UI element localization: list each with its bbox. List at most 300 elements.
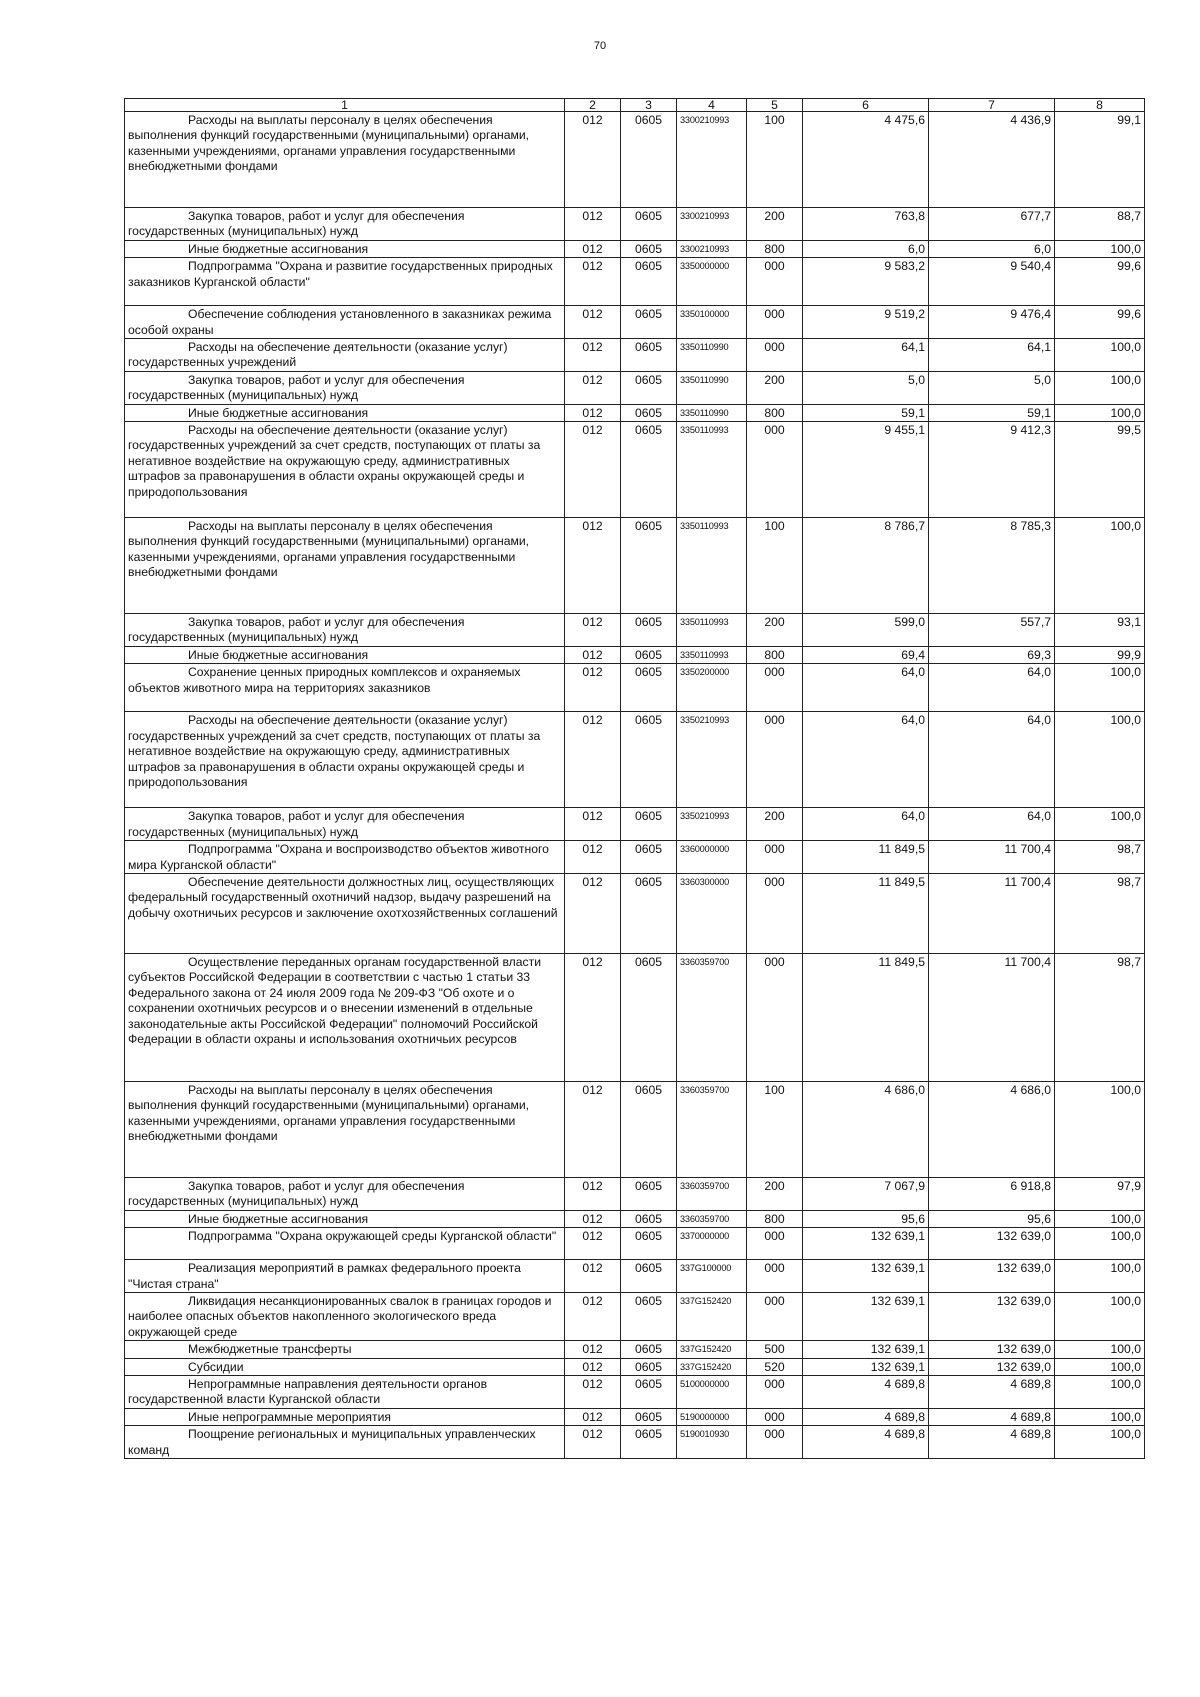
table-row bbox=[125, 1375, 1145, 1408]
planned-amount-cell: 6,0 bbox=[803, 240, 929, 257]
planned-amount-cell: 9 583,2 bbox=[803, 258, 929, 306]
execution-percent-cell: 100,0 bbox=[1055, 1408, 1145, 1425]
actual-amount-cell: 4 436,9 bbox=[929, 112, 1055, 208]
section-code-cell: 0605 bbox=[621, 1081, 677, 1177]
target-article-cell: 3350110993 bbox=[677, 646, 747, 663]
planned-amount-cell: 9 455,1 bbox=[803, 422, 929, 518]
row-name-text: Осуществление переданных органам государственной власти субъектов Российской Федерации в соответствии с частью 1 статьи 33 Федерального закона от 24 июля 2009 года № 209-ФЗ "Об охоте и о сохранении охотничьих ресурсов и о внесении изменений в отдельные законодательные акты Российской Федерации" полномочий Российской Федерации в области охраны и использования охотничьих ресурсов bbox=[128, 954, 542, 1046]
row-name-text: Подпрограмма "Охрана окружающей среды Курганской области" bbox=[188, 1229, 557, 1244]
actual-amount-cell: 132 639,0 bbox=[929, 1292, 1055, 1340]
expense-type-cell: 200 bbox=[747, 371, 803, 404]
table-row bbox=[125, 208, 1145, 241]
section-code-cell: 0605 bbox=[621, 1408, 677, 1425]
ministry-code-cell: 012 bbox=[565, 646, 621, 663]
row-name-text: Иные бюджетные ассигнования bbox=[188, 647, 369, 662]
execution-percent-cell: 99,9 bbox=[1055, 646, 1145, 663]
target-article-cell: 5100000000 bbox=[677, 1375, 747, 1408]
table-row bbox=[125, 808, 1145, 841]
execution-percent-cell: 98,7 bbox=[1055, 841, 1145, 874]
execution-percent-cell: 98,7 bbox=[1055, 873, 1145, 953]
planned-amount-cell: 64,0 bbox=[803, 712, 929, 808]
planned-amount-cell: 132 639,1 bbox=[803, 1341, 929, 1358]
table-row bbox=[125, 371, 1145, 404]
expense-type-cell: 200 bbox=[747, 808, 803, 841]
ministry-code-cell: 012 bbox=[565, 240, 621, 257]
section-code-cell: 0605 bbox=[621, 614, 677, 647]
execution-percent-cell: 100,0 bbox=[1055, 1341, 1145, 1358]
actual-amount-cell: 4 689,8 bbox=[929, 1375, 1055, 1408]
planned-amount-cell: 64,1 bbox=[803, 339, 929, 372]
ministry-code-cell: 012 bbox=[565, 404, 621, 421]
planned-amount-cell: 4 689,8 bbox=[803, 1375, 929, 1408]
target-article-cell: 3360000000 bbox=[677, 841, 747, 874]
planned-amount-cell: 132 639,1 bbox=[803, 1358, 929, 1375]
ministry-code-cell: 012 bbox=[565, 1292, 621, 1340]
target-article-cell: 3300210993 bbox=[677, 240, 747, 257]
header-row bbox=[125, 99, 1145, 112]
actual-amount-cell: 4 689,8 bbox=[929, 1408, 1055, 1425]
row-name-cell bbox=[125, 404, 565, 421]
target-article-cell: 3350110993 bbox=[677, 518, 747, 614]
section-code-cell: 0605 bbox=[621, 1260, 677, 1293]
target-article-cell: 3350110993 bbox=[677, 422, 747, 518]
table-row bbox=[125, 712, 1145, 808]
target-article-cell: 3350210993 bbox=[677, 712, 747, 808]
table-row bbox=[125, 1408, 1145, 1425]
table-row bbox=[125, 422, 1145, 518]
expense-type-cell: 000 bbox=[747, 1228, 803, 1260]
expense-type-cell: 000 bbox=[747, 841, 803, 874]
actual-amount-cell: 5,0 bbox=[929, 371, 1055, 404]
row-name-cell bbox=[125, 1358, 565, 1375]
target-article-cell: 3350110990 bbox=[677, 371, 747, 404]
ministry-code-cell: 012 bbox=[565, 112, 621, 208]
row-name-text: Непрограммные направления деятельности органов государственной власти Курганской области bbox=[128, 1376, 488, 1407]
table-row bbox=[125, 339, 1145, 372]
actual-amount-cell: 9 412,3 bbox=[929, 422, 1055, 518]
row-name-cell bbox=[125, 208, 565, 241]
execution-percent-cell: 100,0 bbox=[1055, 1358, 1145, 1375]
execution-percent-cell: 99,5 bbox=[1055, 422, 1145, 518]
expense-type-cell: 000 bbox=[747, 953, 803, 1081]
table-row bbox=[125, 1426, 1145, 1459]
table-row bbox=[125, 1210, 1145, 1227]
section-code-cell: 0605 bbox=[621, 1210, 677, 1227]
target-article-cell: 5190010930 bbox=[677, 1426, 747, 1459]
row-name-text: Поощрение региональных и муниципальных управленческих команд bbox=[128, 1427, 536, 1457]
row-name-cell bbox=[125, 306, 565, 339]
row-name-cell bbox=[125, 422, 565, 518]
actual-amount-cell: 11 700,4 bbox=[929, 953, 1055, 1081]
header-cell: 8 bbox=[1055, 99, 1145, 112]
actual-amount-cell: 557,7 bbox=[929, 614, 1055, 647]
actual-amount-cell: 64,0 bbox=[929, 808, 1055, 841]
table-row bbox=[125, 258, 1145, 306]
planned-amount-cell: 7 067,9 bbox=[803, 1177, 929, 1210]
actual-amount-cell: 11 700,4 bbox=[929, 841, 1055, 874]
target-article-cell: 3350110993 bbox=[677, 614, 747, 647]
actual-amount-cell: 69,3 bbox=[929, 646, 1055, 663]
actual-amount-cell: 64,1 bbox=[929, 339, 1055, 372]
section-code-cell: 0605 bbox=[621, 240, 677, 257]
row-name-cell bbox=[125, 1375, 565, 1408]
execution-percent-cell: 99,1 bbox=[1055, 112, 1145, 208]
ministry-code-cell: 012 bbox=[565, 873, 621, 953]
target-article-cell: 3300210993 bbox=[677, 208, 747, 241]
row-name-cell bbox=[125, 664, 565, 712]
row-name-text: Закупка товаров, работ и услуг для обеспечения государственных (муниципальных) нужд bbox=[128, 1178, 465, 1209]
row-name-cell bbox=[125, 953, 565, 1081]
target-article-cell: 3350210993 bbox=[677, 808, 747, 841]
row-name-cell bbox=[125, 1292, 565, 1340]
section-code-cell: 0605 bbox=[621, 422, 677, 518]
actual-amount-cell: 677,7 bbox=[929, 208, 1055, 241]
table-row bbox=[125, 1341, 1145, 1358]
ministry-code-cell: 012 bbox=[565, 1375, 621, 1408]
actual-amount-cell: 95,6 bbox=[929, 1210, 1055, 1227]
actual-amount-cell: 132 639,0 bbox=[929, 1260, 1055, 1293]
planned-amount-cell: 69,4 bbox=[803, 646, 929, 663]
row-name-cell bbox=[125, 1341, 565, 1358]
actual-amount-cell: 59,1 bbox=[929, 404, 1055, 421]
actual-amount-cell: 6 918,8 bbox=[929, 1177, 1055, 1210]
section-code-cell: 0605 bbox=[621, 306, 677, 339]
execution-percent-cell: 99,6 bbox=[1055, 258, 1145, 306]
target-article-cell: 3360359700 bbox=[677, 1177, 747, 1210]
section-code-cell: 0605 bbox=[621, 371, 677, 404]
row-name-text: Расходы на выплаты персоналу в целях обеспечения выполнения функций государственными (муниципальными) органами, казенными учреждениями, органами управления государственными внебюджетными фондами bbox=[128, 113, 530, 174]
header-cell: 3 bbox=[621, 99, 677, 112]
expense-type-cell: 000 bbox=[747, 306, 803, 339]
expense-type-cell: 000 bbox=[747, 1426, 803, 1459]
table-row bbox=[125, 1177, 1145, 1210]
ministry-code-cell: 012 bbox=[565, 1210, 621, 1227]
expense-type-cell: 500 bbox=[747, 1341, 803, 1358]
section-code-cell: 0605 bbox=[621, 808, 677, 841]
row-name-text: Расходы на обеспечение деятельности (оказание услуг) государственных учреждений за счет средств, поступающих от платы за негативное воздействие на окружающую среду, административных штрафов за правонарушения в области охраны окружающей среды и природопользования bbox=[128, 423, 541, 499]
target-article-cell: 3360359700 bbox=[677, 1210, 747, 1227]
actual-amount-cell: 132 639,0 bbox=[929, 1341, 1055, 1358]
section-code-cell: 0605 bbox=[621, 1228, 677, 1260]
row-name-cell bbox=[125, 240, 565, 257]
section-code-cell: 0605 bbox=[621, 953, 677, 1081]
actual-amount-cell: 8 785,3 bbox=[929, 518, 1055, 614]
section-code-cell: 0605 bbox=[621, 1375, 677, 1408]
row-name-text: Иные бюджетные ассигнования bbox=[188, 241, 369, 256]
execution-percent-cell: 100,0 bbox=[1055, 1228, 1145, 1260]
section-code-cell: 0605 bbox=[621, 258, 677, 306]
row-name-cell bbox=[125, 518, 565, 614]
planned-amount-cell: 599,0 bbox=[803, 614, 929, 647]
page-number: 70 bbox=[593, 40, 607, 52]
section-code-cell: 0605 bbox=[621, 1292, 677, 1340]
section-code-cell: 0605 bbox=[621, 712, 677, 808]
actual-amount-cell: 6,0 bbox=[929, 240, 1055, 257]
section-code-cell: 0605 bbox=[621, 208, 677, 241]
execution-percent-cell: 100,0 bbox=[1055, 404, 1145, 421]
ministry-code-cell: 012 bbox=[565, 841, 621, 874]
row-name-text: Расходы на обеспечение деятельности (оказание услуг) государственных учреждений за счет средств, поступающих от платы за негативное воздействие на окружающую среду, административных штрафов за правонарушения в области охраны окружающей среды и природопользования bbox=[128, 713, 541, 789]
expense-type-cell: 100 bbox=[747, 1081, 803, 1177]
header-cell: 4 bbox=[677, 99, 747, 112]
section-code-cell: 0605 bbox=[621, 518, 677, 614]
row-name-text: Закупка товаров, работ и услуг для обеспечения государственных (муниципальных) нужд bbox=[128, 615, 465, 645]
planned-amount-cell: 4 475,6 bbox=[803, 112, 929, 208]
header-cell: 5 bbox=[747, 99, 803, 112]
row-name-text: Подпрограмма "Охрана и развитие государственных природных заказников Курганской области" bbox=[128, 259, 553, 289]
planned-amount-cell: 8 786,7 bbox=[803, 518, 929, 614]
target-article-cell: 3350100000 bbox=[677, 306, 747, 339]
planned-amount-cell: 763,8 bbox=[803, 208, 929, 241]
execution-percent-cell: 100,0 bbox=[1055, 1081, 1145, 1177]
ministry-code-cell: 012 bbox=[565, 258, 621, 306]
ministry-code-cell: 012 bbox=[565, 1081, 621, 1177]
row-name-text: Подпрограмма "Охрана и воспроизводство объектов животного мира Курганской области" bbox=[128, 842, 549, 872]
planned-amount-cell: 59,1 bbox=[803, 404, 929, 421]
expense-type-cell: 100 bbox=[747, 518, 803, 614]
row-name-text: Иные бюджетные ассигнования bbox=[188, 405, 369, 420]
ministry-code-cell: 012 bbox=[565, 953, 621, 1081]
target-article-cell: 3360359700 bbox=[677, 953, 747, 1081]
ministry-code-cell: 012 bbox=[565, 664, 621, 712]
row-name-cell bbox=[125, 1228, 565, 1260]
section-code-cell: 0605 bbox=[621, 1358, 677, 1375]
expense-type-cell: 800 bbox=[747, 646, 803, 663]
row-name-text: Закупка товаров, работ и услуг для обеспечения государственных (муниципальных) нужд bbox=[128, 372, 465, 403]
ministry-code-cell: 012 bbox=[565, 1260, 621, 1293]
row-name-text: Субсидии bbox=[188, 1359, 244, 1374]
row-name-cell bbox=[125, 1260, 565, 1293]
section-code-cell: 0605 bbox=[621, 646, 677, 663]
expense-type-cell: 000 bbox=[747, 339, 803, 372]
row-name-text: Иные бюджетные ассигнования bbox=[188, 1211, 369, 1226]
row-name-cell bbox=[125, 808, 565, 841]
planned-amount-cell: 9 519,2 bbox=[803, 306, 929, 339]
ministry-code-cell: 012 bbox=[565, 339, 621, 372]
planned-amount-cell: 64,0 bbox=[803, 664, 929, 712]
section-code-cell: 0605 bbox=[621, 1177, 677, 1210]
row-name-cell bbox=[125, 614, 565, 647]
row-name-text: Ликвидация несанкционированных свалок в границах городов и наиболее опасных объектов накопленного экологического вреда окружающей среде bbox=[128, 1293, 552, 1339]
execution-percent-cell: 100,0 bbox=[1055, 339, 1145, 372]
actual-amount-cell: 132 639,0 bbox=[929, 1228, 1055, 1260]
table-row bbox=[125, 306, 1145, 339]
target-article-cell: 3360359700 bbox=[677, 1081, 747, 1177]
ministry-code-cell: 012 bbox=[565, 1341, 621, 1358]
target-article-cell: 337G152420 bbox=[677, 1292, 747, 1340]
actual-amount-cell: 64,0 bbox=[929, 712, 1055, 808]
expense-type-cell: 000 bbox=[747, 712, 803, 808]
section-code-cell: 0605 bbox=[621, 404, 677, 421]
table-row bbox=[125, 1260, 1145, 1293]
row-name-text: Иные непрограммные мероприятия bbox=[188, 1409, 391, 1424]
row-name-cell bbox=[125, 712, 565, 808]
table-row bbox=[125, 664, 1145, 712]
planned-amount-cell: 5,0 bbox=[803, 371, 929, 404]
section-code-cell: 0605 bbox=[621, 1341, 677, 1358]
row-name-cell bbox=[125, 371, 565, 404]
planned-amount-cell: 4 686,0 bbox=[803, 1081, 929, 1177]
header-cell: 2 bbox=[565, 99, 621, 112]
execution-percent-cell: 100,0 bbox=[1055, 1426, 1145, 1459]
expense-type-cell: 000 bbox=[747, 1408, 803, 1425]
ministry-code-cell: 012 bbox=[565, 1177, 621, 1210]
header-cell: 6 bbox=[803, 99, 929, 112]
target-article-cell: 3300210993 bbox=[677, 112, 747, 208]
table-row bbox=[125, 646, 1145, 663]
ministry-code-cell: 012 bbox=[565, 422, 621, 518]
expense-type-cell: 200 bbox=[747, 208, 803, 241]
target-article-cell: 337G152420 bbox=[677, 1358, 747, 1375]
table-row bbox=[125, 404, 1145, 421]
table-row bbox=[125, 841, 1145, 874]
expense-type-cell: 000 bbox=[747, 664, 803, 712]
table-row bbox=[125, 1292, 1145, 1340]
execution-percent-cell: 100,0 bbox=[1055, 518, 1145, 614]
row-name-cell bbox=[125, 258, 565, 306]
row-name-cell bbox=[125, 841, 565, 874]
target-article-cell: 337G152420 bbox=[677, 1341, 747, 1358]
table-row bbox=[125, 240, 1145, 257]
section-code-cell: 0605 bbox=[621, 873, 677, 953]
target-article-cell: 3360300000 bbox=[677, 873, 747, 953]
expense-type-cell: 000 bbox=[747, 1292, 803, 1340]
ministry-code-cell: 012 bbox=[565, 518, 621, 614]
ministry-code-cell: 012 bbox=[565, 208, 621, 241]
target-article-cell: 3350110990 bbox=[677, 339, 747, 372]
actual-amount-cell: 4 686,0 bbox=[929, 1081, 1055, 1177]
row-name-text: Межбюджетные трансферты bbox=[188, 1342, 352, 1357]
expense-type-cell: 800 bbox=[747, 404, 803, 421]
ministry-code-cell: 012 bbox=[565, 306, 621, 339]
ministry-code-cell: 012 bbox=[565, 1426, 621, 1459]
target-article-cell: 5190000000 bbox=[677, 1408, 747, 1425]
execution-percent-cell: 100,0 bbox=[1055, 1375, 1145, 1408]
row-name-text: Закупка товаров, работ и услуг для обеспечения государственных (муниципальных) нужд bbox=[128, 809, 465, 839]
section-code-cell: 0605 bbox=[621, 664, 677, 712]
execution-percent-cell: 100,0 bbox=[1055, 712, 1145, 808]
expense-type-cell: 200 bbox=[747, 614, 803, 647]
ministry-code-cell: 012 bbox=[565, 712, 621, 808]
row-name-text: Реализация мероприятий в рамках федерального проекта "Чистая страна" bbox=[128, 1261, 521, 1291]
planned-amount-cell: 11 849,5 bbox=[803, 953, 929, 1081]
ministry-code-cell: 012 bbox=[565, 808, 621, 841]
ministry-code-cell: 012 bbox=[565, 614, 621, 647]
actual-amount-cell: 4 689,8 bbox=[929, 1426, 1055, 1459]
expense-type-cell: 520 bbox=[747, 1358, 803, 1375]
planned-amount-cell: 95,6 bbox=[803, 1210, 929, 1227]
table-row bbox=[125, 614, 1145, 647]
planned-amount-cell: 64,0 bbox=[803, 808, 929, 841]
expense-type-cell: 800 bbox=[747, 1210, 803, 1227]
row-name-cell bbox=[125, 1081, 565, 1177]
actual-amount-cell: 9 540,4 bbox=[929, 258, 1055, 306]
table-row bbox=[125, 1358, 1145, 1375]
section-code-cell: 0605 bbox=[621, 112, 677, 208]
expense-type-cell: 000 bbox=[747, 873, 803, 953]
row-name-text: Расходы на выплаты персоналу в целях обеспечения выполнения функций государственными (муниципальными) органами, казенными учреждениями, органами управления государственными внебюджетными фондами bbox=[128, 519, 530, 580]
section-code-cell: 0605 bbox=[621, 1426, 677, 1459]
row-name-text: Расходы на выплаты персоналу в целях обеспечения выполнения функций государственными (муниципальными) органами, казенными учреждениями, органами управления государственными внебюджетными фондами bbox=[128, 1082, 530, 1144]
expense-type-cell: 200 bbox=[747, 1177, 803, 1210]
ministry-code-cell: 012 bbox=[565, 1228, 621, 1260]
planned-amount-cell: 11 849,5 bbox=[803, 873, 929, 953]
target-article-cell: 3370000000 bbox=[677, 1228, 747, 1260]
table-body bbox=[125, 99, 1145, 1459]
row-name-cell bbox=[125, 1210, 565, 1227]
planned-amount-cell: 4 689,8 bbox=[803, 1426, 929, 1459]
table-row bbox=[125, 518, 1145, 614]
row-name-cell bbox=[125, 339, 565, 372]
expense-type-cell: 000 bbox=[747, 422, 803, 518]
planned-amount-cell: 132 639,1 bbox=[803, 1228, 929, 1260]
section-code-cell: 0605 bbox=[621, 841, 677, 874]
expense-type-cell: 000 bbox=[747, 1375, 803, 1408]
target-article-cell: 3350200000 bbox=[677, 664, 747, 712]
ministry-code-cell: 012 bbox=[565, 371, 621, 404]
expense-type-cell: 100 bbox=[747, 112, 803, 208]
target-article-cell: 3350000000 bbox=[677, 258, 747, 306]
header-cell: 7 bbox=[929, 99, 1055, 112]
ministry-code-cell: 012 bbox=[565, 1358, 621, 1375]
execution-percent-cell: 97,9 bbox=[1055, 1177, 1145, 1210]
table-row bbox=[125, 1081, 1145, 1177]
execution-percent-cell: 93,1 bbox=[1055, 614, 1145, 647]
ministry-code-cell: 012 bbox=[565, 1408, 621, 1425]
planned-amount-cell: 132 639,1 bbox=[803, 1292, 929, 1340]
planned-amount-cell: 4 689,8 bbox=[803, 1408, 929, 1425]
expense-type-cell: 000 bbox=[747, 1260, 803, 1293]
header-cell: 1 bbox=[125, 99, 565, 112]
row-name-cell bbox=[125, 873, 565, 953]
row-name-cell bbox=[125, 646, 565, 663]
table-row bbox=[125, 873, 1145, 953]
execution-percent-cell: 100,0 bbox=[1055, 240, 1145, 257]
table-row bbox=[125, 1228, 1145, 1260]
expense-type-cell: 800 bbox=[747, 240, 803, 257]
row-name-text: Обеспечение деятельности должностных лиц, осуществляющих федеральный государственный охотничий надзор, выдачу разрешений на добычу охотничьих ресурсов и заключение охотхозяйственных соглашений bbox=[128, 874, 558, 920]
row-name-cell bbox=[125, 1177, 565, 1210]
expense-type-cell: 000 bbox=[747, 258, 803, 306]
execution-percent-cell: 98,7 bbox=[1055, 953, 1145, 1081]
actual-amount-cell: 64,0 bbox=[929, 664, 1055, 712]
target-article-cell: 3350110990 bbox=[677, 404, 747, 421]
execution-percent-cell: 100,0 bbox=[1055, 1292, 1145, 1340]
execution-percent-cell: 88,7 bbox=[1055, 208, 1145, 241]
row-name-cell bbox=[125, 1408, 565, 1425]
table-row bbox=[125, 953, 1145, 1081]
row-name-text: Расходы на обеспечение деятельности (оказание услуг) государственных учреждений bbox=[128, 340, 508, 370]
execution-percent-cell: 99,6 bbox=[1055, 306, 1145, 339]
execution-percent-cell: 100,0 bbox=[1055, 1210, 1145, 1227]
actual-amount-cell: 132 639,0 bbox=[929, 1358, 1055, 1375]
planned-amount-cell: 11 849,5 bbox=[803, 841, 929, 874]
row-name-text: Обеспечение соблюдения установленного в заказниках режима особой охраны bbox=[128, 307, 552, 337]
actual-amount-cell: 11 700,4 bbox=[929, 873, 1055, 953]
execution-percent-cell: 100,0 bbox=[1055, 808, 1145, 841]
target-article-cell: 337G100000 bbox=[677, 1260, 747, 1293]
execution-percent-cell: 100,0 bbox=[1055, 664, 1145, 712]
planned-amount-cell: 132 639,1 bbox=[803, 1260, 929, 1293]
actual-amount-cell: 9 476,4 bbox=[929, 306, 1055, 339]
table-row bbox=[125, 112, 1145, 208]
row-name-text: Сохранение ценных природных комплексов и охраняемых объектов животного мира на территориях заказников bbox=[128, 665, 521, 695]
row-name-cell bbox=[125, 112, 565, 208]
row-name-text: Закупка товаров, работ и услуг для обеспечения государственных (муниципальных) нужд bbox=[128, 209, 465, 239]
row-name-cell bbox=[125, 1426, 565, 1459]
budget-table bbox=[124, 98, 1145, 1459]
execution-percent-cell: 100,0 bbox=[1055, 371, 1145, 404]
